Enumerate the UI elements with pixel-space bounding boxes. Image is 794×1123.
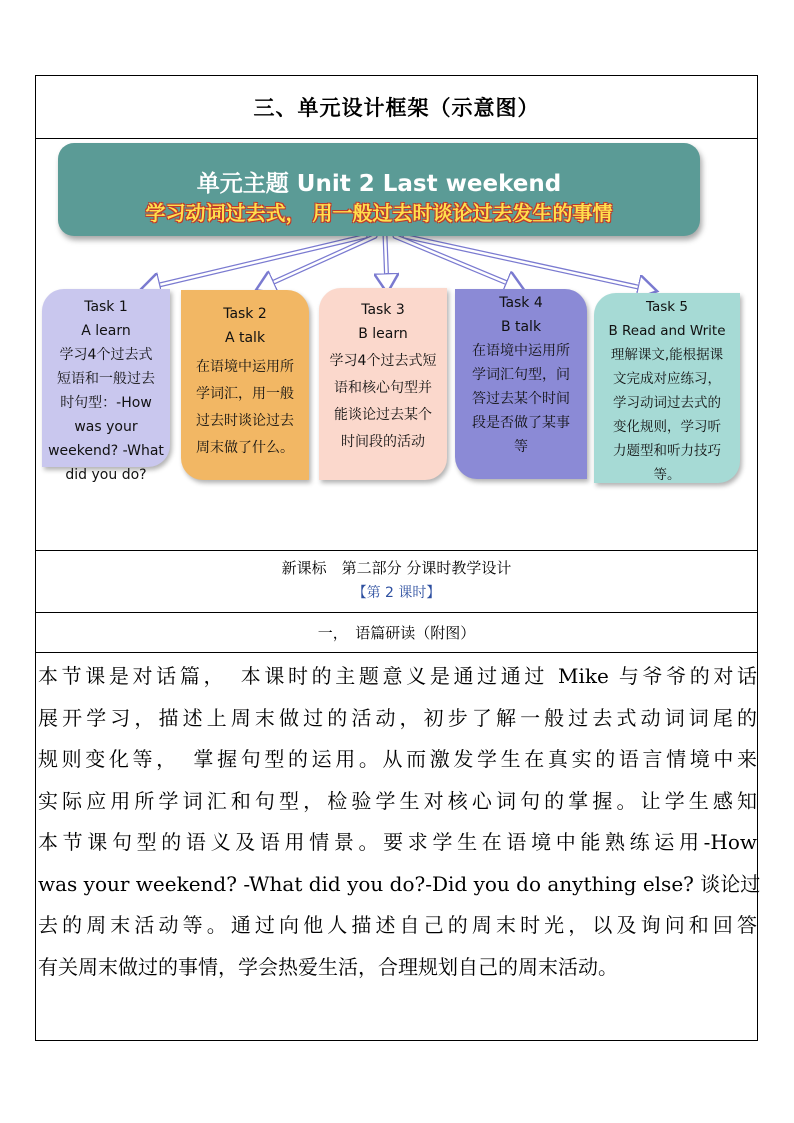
task-card-2 [181,290,309,480]
task-desc-line: 周末做了什么。 [196,440,294,456]
unit-theme-banner [58,143,700,236]
task-type: B Read and Write [608,323,726,339]
task-type: A learn [81,323,131,339]
task-desc-line: 语和核心句型并 [334,380,432,396]
unit-title: 单元主题 Unit 2 Last weekend [196,171,562,197]
task-desc-line: 等。 [653,467,681,483]
task-desc-line: weekend? -What [48,443,164,459]
task-desc-line: 学词汇，用一般 [196,386,294,402]
section-title: 三、单元设计框架（示意图） [253,96,540,120]
task-desc-line: 能谈论过去某个 [334,407,432,423]
task-desc-line: 力题型和听力技巧 [613,443,721,459]
task-desc-line: 学习动词过去式的 [613,395,721,411]
task-name: Task 4 [499,295,543,311]
document-table [35,75,761,1041]
task-desc-line: 时间段的活动 [341,434,425,450]
task-desc-line: 文完成对应练习， [613,371,721,387]
task-name: Task 2 [223,306,267,322]
paragraph-line: 展开学习，描述上周末做过的活动，初步了解一般过去式动词词尾的 [38,705,757,730]
task-desc-line: 段是否做了某事 [472,415,570,431]
task-name: Task 3 [361,302,405,318]
task-desc-line: 在语境中运用所 [196,359,294,375]
paragraph-line: 实际应用所学词汇和句型，检验学生对核心词句的掌握。让学生感知 [38,788,757,813]
task-type: B learn [358,326,408,342]
task-desc-line: 学习4个过去式短 [329,353,437,369]
task-desc-line: did you do? [65,467,147,483]
task-desc-line: 答过去某个时间 [472,391,570,407]
task-card-5 [594,293,740,483]
task-desc-line: 等 [514,439,528,455]
course-section-title: 新课标 第二部分 分课时教学设计 [281,559,512,577]
paragraph-line: was your weekend? -What did you do?-Did you do anything else? 谈论过 [38,871,761,896]
task-desc-line: 在语境中运用所 [472,343,570,359]
task-name: Task 1 [84,299,128,315]
unit-framework-diagram [36,138,757,550]
task-desc-line: 过去时谈论过去 [196,413,294,429]
task-card-4 [455,289,587,479]
task-type: A talk [224,330,266,346]
task-type: B talk [500,319,542,335]
paragraph-line: 去的周末活动等。通过向他人描述自己的周末时光，以及询问和回答 [38,913,757,937]
task-name: Task 5 [645,299,689,315]
paragraph-line: 有关周末做过的事情，学会热爱生活，合理规划自己的周末活动。 [38,954,618,979]
task-card-3 [319,288,447,480]
task-desc-line: 学习4个过去式 [59,347,153,363]
task-desc-line: 变化规则，学习听 [613,419,721,435]
task-card-1 [42,289,170,483]
divider [36,652,757,653]
text-analysis-heading: 一， 语篇研读（附图） [317,623,476,642]
paragraph-line: 本节课是对话篇， 本课时的主题意义是通过通过 Mike 与爷爷的对话 [38,664,757,688]
task-desc-line: 学词汇句型，问 [472,367,570,383]
task-desc-line: 理解课文,能根据课 [610,347,724,363]
lesson-header [36,550,757,612]
paragraph-line: 本节课句型的语义及语用情景。要求学生在语境中能熟练运用-How [38,830,757,854]
lesson-number: 【第 2 课时】 [352,585,441,601]
task-desc-line: 时句型：-How [60,395,152,411]
unit-goal: 学习动词过去式， 用一般过去时谈论过去发生的事情 [145,201,613,225]
text-analysis-paragraph [36,656,759,988]
task-desc-line: 短语和一般过去 [57,371,155,387]
paragraph-line: 规则变化等， 掌握句型的运用。从而激发学生在真实的语言情境中来 [38,747,757,771]
task-desc-line: was your [74,419,138,435]
